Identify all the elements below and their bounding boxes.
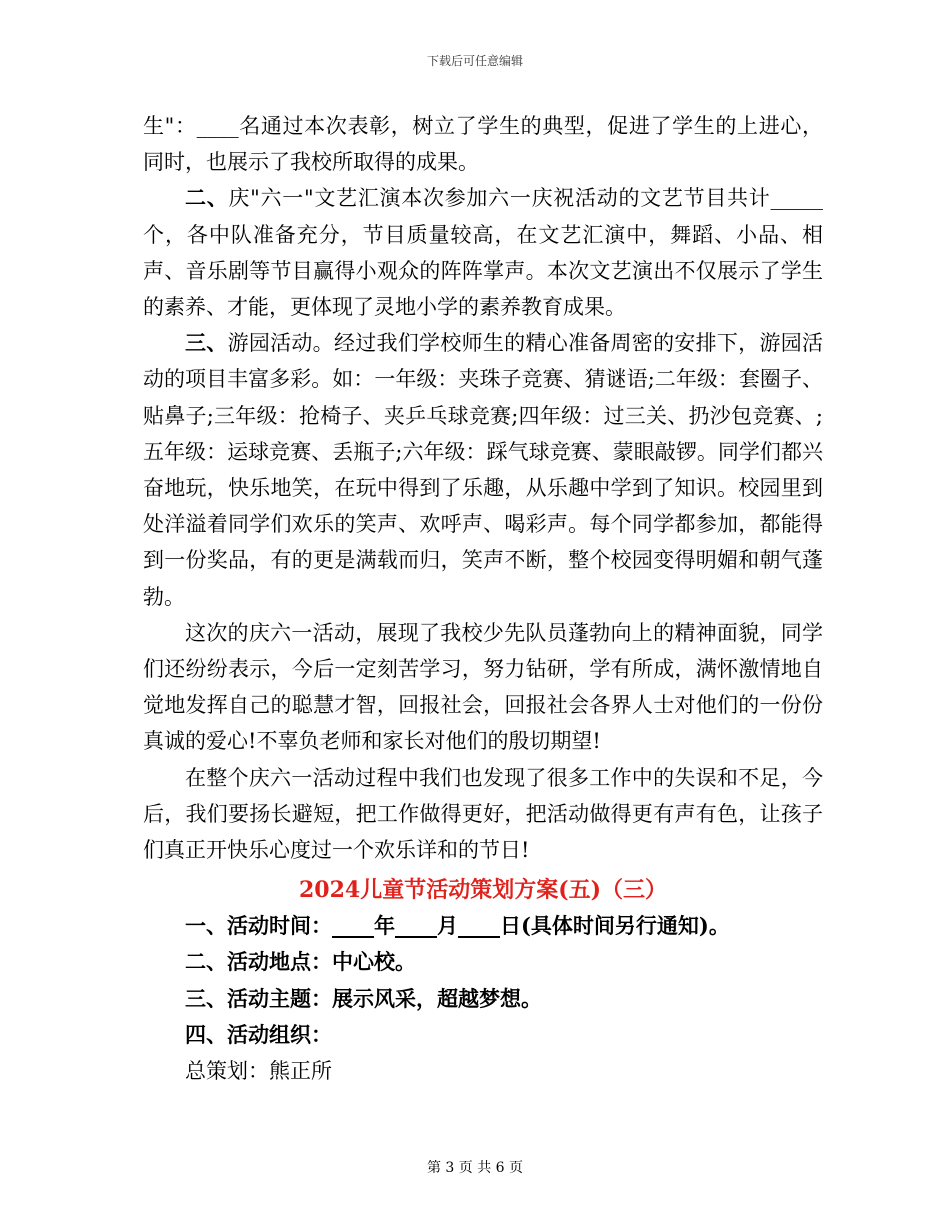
paragraph-3-text: 游园活动。经过我们学校师生的精心准备周密的安排下，游园活动的项目丰富多彩。如：一年级：夹珠子竞赛、猜谜语;二年级：套圈子、贴鼻子;三年级：抢椅子、夹乒乓球竞赛;四年级：过三关、扔沙包竞赛、;五年级：运球竞赛、丢瓶子;六年级：踩气球竞赛、蒙眼敲锣。同学们都兴奋地玩，快乐地笑，在玩中得到了乐趣，从乐趣中学到了知识。校园里到处洋溢着同学们欢乐的笑声、欢呼声、喝彩声。每个同学都参加，都能得到一份奖品，有的更是满载而归，笑声不断，整个校园变得明媚和朝气蓬勃。: [143, 331, 824, 609]
activity-organization-item: 四、活动组织：: [185, 1021, 332, 1047]
paragraph-2: [143, 180, 823, 325]
paragraph-2-lead: 二、: [185, 185, 229, 211]
paragraph-3-lead: 三、: [185, 330, 228, 356]
document-body: [143, 108, 823, 1089]
paragraph-2-text: 庆"六一"文艺汇演本次参加六一庆祝活动的文艺节目共计_____个，各中队准备充分，节目质量较高，在文艺汇演中，舞蹈、小品、相声、音乐剧等节目赢得小观众的阵阵掌声。本次文艺演出不仅展示了学生的素养、才能，更体现了灵地小学的素养教育成果。: [143, 186, 824, 320]
paragraph-3: [143, 325, 823, 615]
paragraph-5: 在整个庆六一活动过程中我们也发现了很多工作中的失误和不足，今后，我们要扬长避短，把工作做得更好，把活动做得更有声有色，让孩子们真正开快乐心度过一个欢乐详和的节日!: [143, 765, 823, 863]
section-title: 2024儿童节活动策划方案(五)（三）: [298, 877, 668, 904]
activity-location-item: 二、活动地点：中心校。: [185, 949, 416, 975]
paragraph-1: 生"：____名通过本次表彰，树立了学生的典型，促进了学生的上进心，同时，也展示了我校所取得的成果。: [143, 114, 823, 175]
activity-time-item: 一、活动时间：____年____月____日(具体时间另行通知)。: [185, 913, 730, 939]
page-number: 第 3 页 共 6 页: [426, 1160, 524, 1176]
paragraph-4: 这次的庆六一活动，展现了我校少先队员蓬勃向上的精神面貌，同学们还纷纷表示，今后一定刻苦学习，努力钻研，学有所成，满怀激情地自觉地发挥自己的聪慧才智，回报社会，回报社会各界人士对他们的一份份真诚的爱心!不辜负老师和家长对他们的殷切期望!: [143, 620, 823, 754]
planner-line: 总策划：熊正所: [185, 1059, 332, 1084]
activity-theme-item: 三、活动主题：展示风采，超越梦想。: [185, 985, 542, 1011]
page-header-note: 下载后可任意编辑: [426, 54, 523, 68]
